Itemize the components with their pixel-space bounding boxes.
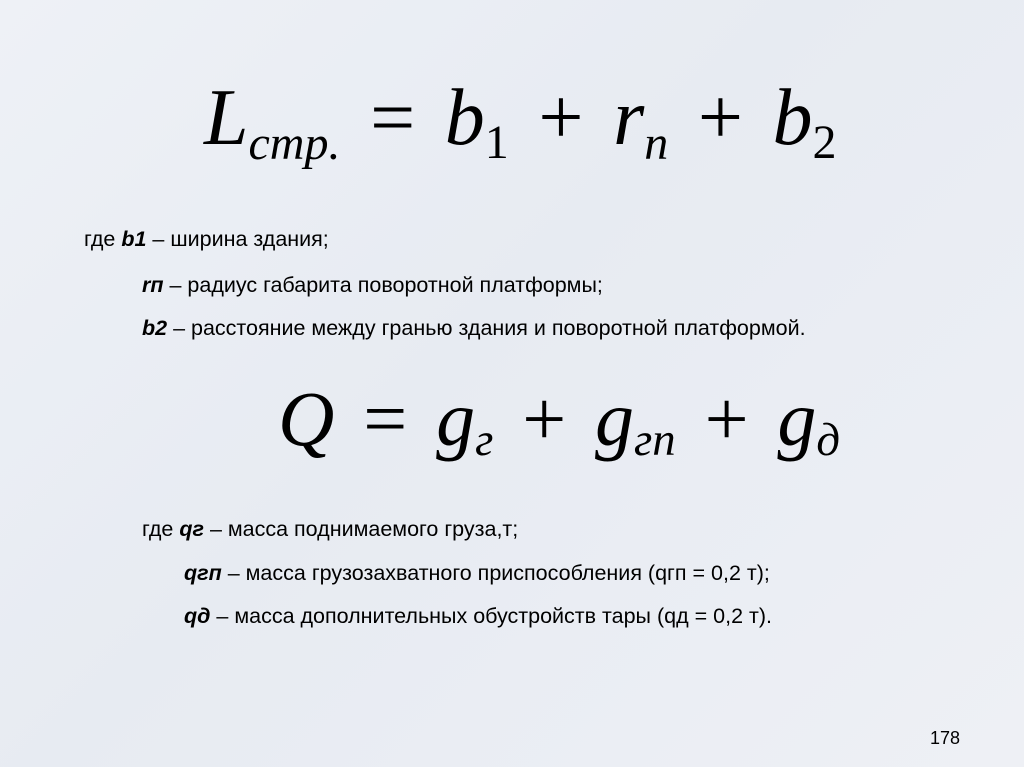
- formula-crane-length: [204, 74, 837, 171]
- formula2-term2: g: [595, 375, 635, 462]
- formula1-term2-sub: п: [644, 117, 669, 171]
- formula2-lhs: Q: [278, 375, 335, 462]
- definition-text: – радиус габарита поворотной платформы;: [163, 273, 603, 297]
- formula2-term2-sub: гп: [634, 414, 676, 467]
- definition-text: – ширина здания;: [146, 227, 329, 251]
- formula-load-mass: [278, 375, 841, 467]
- formula1-lhs-sub: стр.: [248, 117, 341, 171]
- formula1-term1: b: [444, 74, 485, 162]
- definition-qgp: [184, 563, 770, 585]
- formula2-term1: g: [436, 375, 476, 462]
- page-number: 178: [930, 728, 961, 748]
- definition-prefix: где: [142, 517, 180, 541]
- formula2-plus2: +: [704, 375, 749, 462]
- formula2-equals: =: [363, 375, 408, 462]
- definition-text: – масса грузозахватного приспособления (qгп = 0,2 т);: [221, 561, 770, 585]
- formula1-term2: r: [613, 74, 645, 162]
- definition-text: – масса поднимаемого груза,т;: [203, 517, 519, 541]
- definition-symbol: qгп: [184, 561, 222, 585]
- definition-qg: [142, 519, 518, 541]
- formula1-term3-sub: 2: [812, 116, 837, 170]
- formula1-plus1: +: [538, 74, 584, 162]
- definition-symbol: b1: [121, 227, 147, 251]
- definition-text: – масса дополнительных обустройств тары (qд = 0,2 т).: [210, 604, 772, 628]
- formula1-lhs: L: [204, 74, 249, 162]
- formula2-term3-sub: д: [816, 414, 841, 467]
- formula1-term3: b: [772, 74, 813, 162]
- formula2-plus1: +: [522, 375, 567, 462]
- formula1-term1-sub: 1: [484, 116, 509, 170]
- definition-prefix: где: [84, 227, 122, 251]
- formula2-term1-sub: г: [475, 414, 494, 467]
- definition-b1: [84, 229, 329, 251]
- definition-symbol: b2: [142, 316, 168, 340]
- definition-b2: [142, 318, 806, 340]
- definition-symbol: rп: [142, 273, 164, 297]
- definition-rn: [142, 275, 603, 297]
- definition-qd: [184, 606, 772, 628]
- formula2-term3: g: [777, 375, 817, 462]
- formula1-equals: =: [370, 74, 416, 162]
- definition-symbol: qг: [179, 517, 204, 541]
- definition-symbol: qд: [184, 604, 211, 628]
- formula1-plus2: +: [697, 74, 743, 162]
- definition-text: – расстояние между гранью здания и поворотной платформой.: [167, 316, 806, 340]
